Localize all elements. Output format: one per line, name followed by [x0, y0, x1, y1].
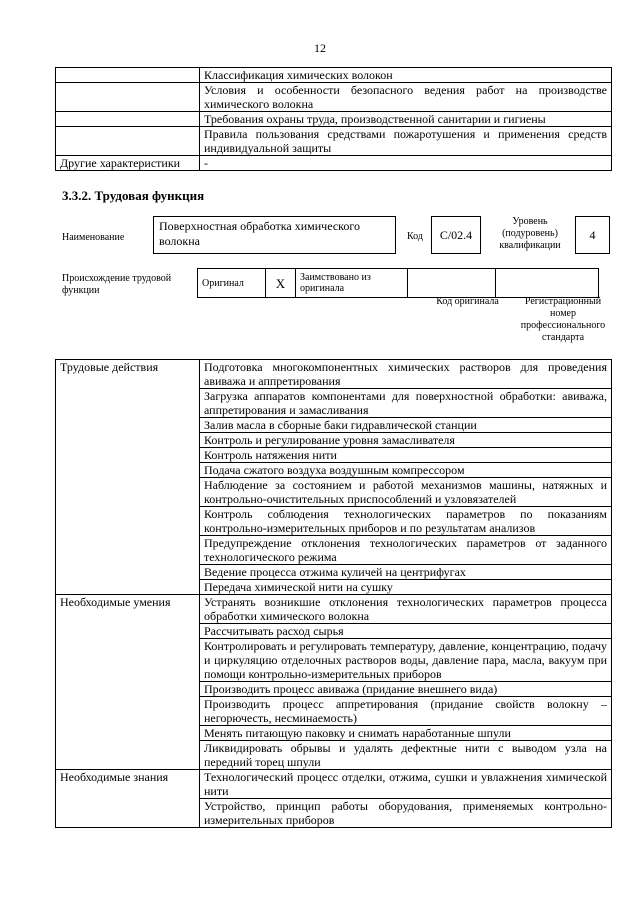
borrowed-label: Заимствовано из оригинала [296, 269, 408, 298]
list-item: Устройство, принцип работы оборудования, применяемых контрольно-измерительных приборов [200, 799, 612, 828]
row-item: Требования охраны труда, производственной санитарии и гигиены [200, 112, 612, 127]
row-item: Классификация химических волокон [200, 68, 612, 83]
section-label: Трудовые действия [56, 360, 200, 595]
section-title: 3.3.2. Трудовая функция [62, 188, 205, 203]
reg-number-cell [496, 269, 599, 298]
list-item: Рассчитывать расход сырья [200, 624, 612, 639]
row-label [56, 68, 200, 83]
top-table-row [56, 68, 612, 83]
code-original-cell [408, 269, 496, 298]
list-item: Контроль натяжения нити [200, 448, 612, 463]
list-item: Производить процесс авиважа (придание внешнего вида) [200, 682, 612, 697]
list-item: Ведение процесса отжима куличей на центрифугах [200, 565, 612, 580]
function-code-box: С/02.4 [431, 216, 481, 254]
function-name-box: Поверхностная обработка химического волокна [153, 216, 396, 254]
list-item: Контроль и регулирование уровня замасливателя [200, 433, 612, 448]
table-row [56, 360, 612, 389]
list-item: Менять питающую паковку и снимать наработанные шпули [200, 726, 612, 741]
row-label: Другие характеристики [56, 156, 200, 171]
section-label: Необходимые умения [56, 595, 200, 770]
origin-table [197, 268, 599, 298]
list-item: Подача сжатого воздуха воздушным компрессором [200, 463, 612, 478]
list-item: Предупреждение отклонения технологических параметров от заданного технологического режима [200, 536, 612, 565]
row-item: Правила пользования средствами пожаротушения и применения средств индивидуальной защиты [200, 127, 612, 156]
level-label: Уровень (подуровень) квалификации [499, 216, 561, 251]
row-item: - [200, 156, 612, 171]
top-table-row [56, 127, 612, 156]
table-row [56, 770, 612, 799]
code-original-label: Код оригинала [436, 296, 499, 307]
original-mark: X [266, 269, 296, 298]
list-item: Загрузка аппаратов компонентами для поверхностной обработки: авиважа, аппретирования и замасливания [200, 389, 612, 418]
origin-label: Происхождение трудовой функции [62, 273, 172, 296]
list-item: Контролировать и регулировать температуру, давление, концентрацию, подачу и циркуляцию отделочных растворов воды, давление пара, масла, вакуум при помощи контрольно-измерительных приборов [200, 639, 612, 682]
list-item: Устранять возникшие отклонения технологических параметров процесса обработки химического волокна [200, 595, 612, 624]
top-table-row [56, 156, 612, 171]
labor-function-table [55, 359, 612, 828]
list-item: Подготовка многокомпонентных химических растворов для проведения авиважа и аппретирования [200, 360, 612, 389]
level-value-box: 4 [575, 216, 610, 254]
list-item: Контроль соблюдения технологических параметров по показаниям контрольно-измерительных приборов и по результатам анализов [200, 507, 612, 536]
list-item: Передача химической нити на сушку [200, 580, 612, 595]
original-label: Оригинал [198, 269, 266, 298]
table-row [56, 595, 612, 624]
list-item: Наблюдение за состоянием и работой механизмов машины, натяжных и контрольно-очистительных приспособлений и узловязателей [200, 478, 612, 507]
top-table-row [56, 83, 612, 112]
row-label [56, 83, 200, 112]
row-label [56, 127, 200, 156]
name-label: Наименование [62, 232, 125, 243]
row-item: Условия и особенности безопасного ведения работ на производстве химического волокна [200, 83, 612, 112]
list-item: Ликвидировать обрывы и удалять дефектные нити с выводом узла на передний торец шпули [200, 741, 612, 770]
top-table-row [56, 112, 612, 127]
row-label [56, 112, 200, 127]
list-item: Залив масла в сборные баки гидравлической станции [200, 418, 612, 433]
page-number: 12 [314, 41, 326, 55]
section-label: Необходимые знания [56, 770, 200, 828]
top-requirements-table [55, 67, 612, 171]
list-item: Технологический процесс отделки, отжима, сушки и увлажнения химической нити [200, 770, 612, 799]
code-label: Код [407, 231, 423, 242]
list-item: Производить процесс аппретирования (придание свойств волокну – негорючесть, несминаемость) [200, 697, 612, 726]
reg-number-label: Регистрационный номер профессионального стандарта [520, 296, 606, 343]
